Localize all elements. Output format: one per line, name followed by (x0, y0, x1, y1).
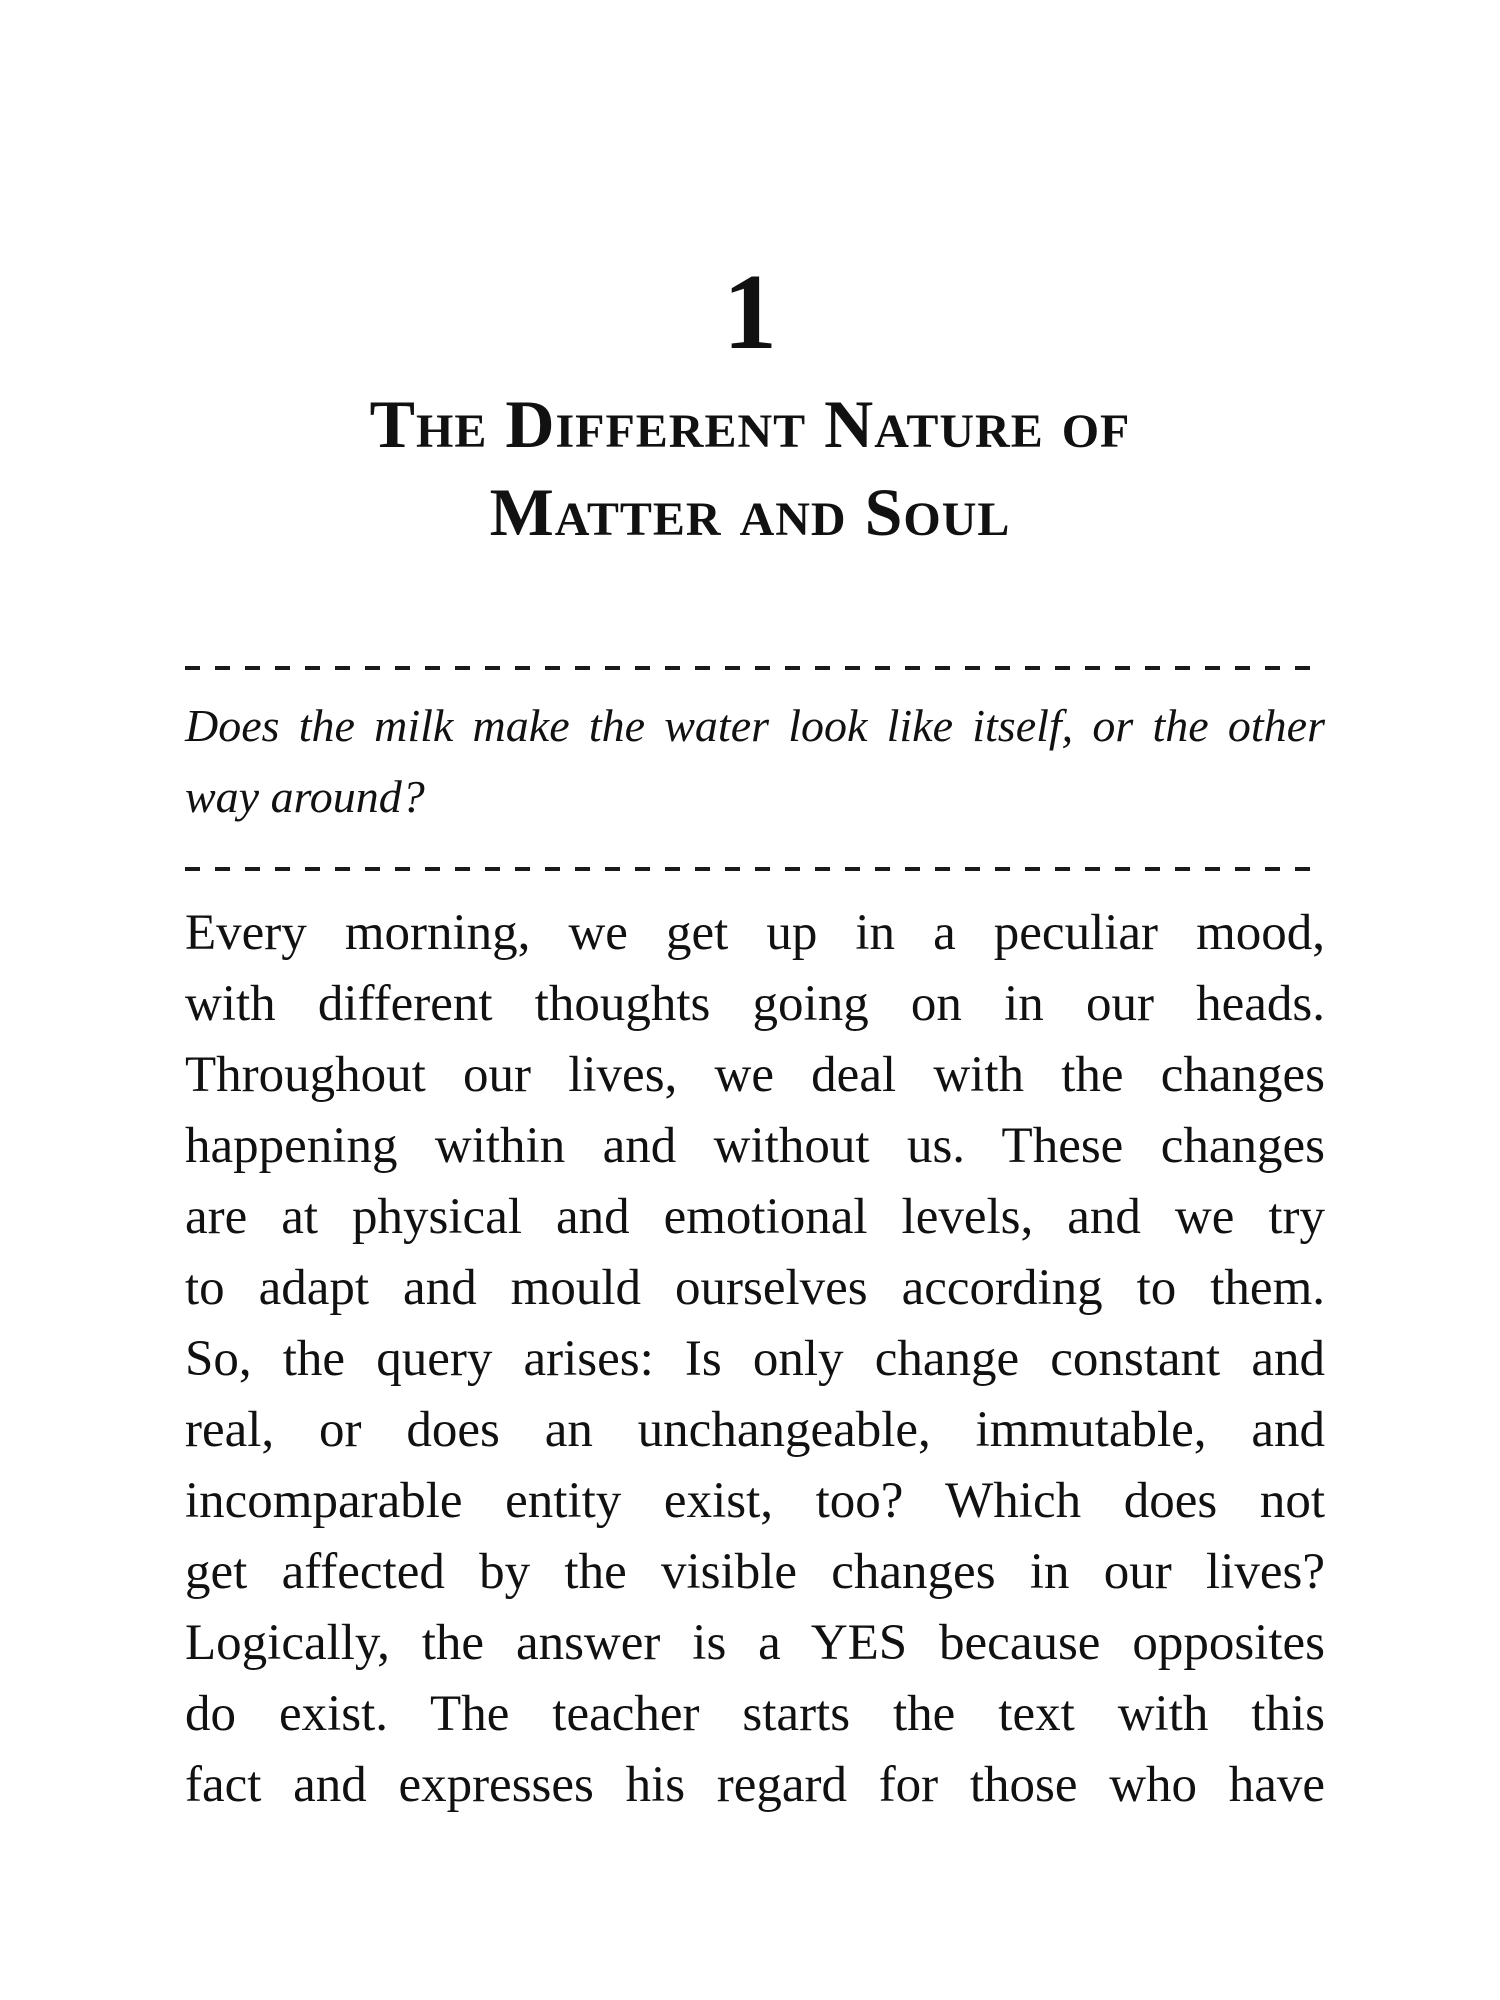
epigraph-top-divider (185, 666, 1325, 670)
chapter-number: 1 (723, 253, 777, 372)
body-line: incomparable entity exist, too? Which does not (185, 1473, 1325, 1529)
body-line: real, or does an unchangeable, immutable, and (185, 1402, 1325, 1458)
body-paragraph (185, 898, 1325, 1821)
body-line: fact and expresses his regard for those who have (185, 1757, 1325, 1813)
body-line: to adapt and mould ourselves according to them. (185, 1260, 1325, 1316)
epigraph-bottom-divider (185, 867, 1325, 871)
body-line: do exist. The teacher starts the text with this (185, 1686, 1325, 1742)
body-line: So, the query arises: Is only change constant and (185, 1331, 1325, 1387)
body-line: get affected by the visible changes in our lives? (185, 1544, 1325, 1600)
epigraph: Does the milk make the water look like itself, or the other way around? (185, 700, 1325, 822)
body-line: happening within and without us. These changes (185, 1118, 1325, 1174)
body-line: are at physical and emotional levels, and we try (185, 1189, 1325, 1245)
chapter-title (150, 380, 1350, 556)
chapter-title-line: The Different Nature of (369, 386, 1131, 462)
body-line: Logically, the answer is a YES because opposites (185, 1615, 1325, 1671)
body-line: with different thoughts going on in our heads. (185, 976, 1325, 1032)
chapter-title-line: Matter and Soul (489, 474, 1011, 550)
body-line: Every morning, we get up in a peculiar mood, (185, 905, 1325, 961)
body-line: Throughout our lives, we deal with the changes (185, 1047, 1325, 1103)
